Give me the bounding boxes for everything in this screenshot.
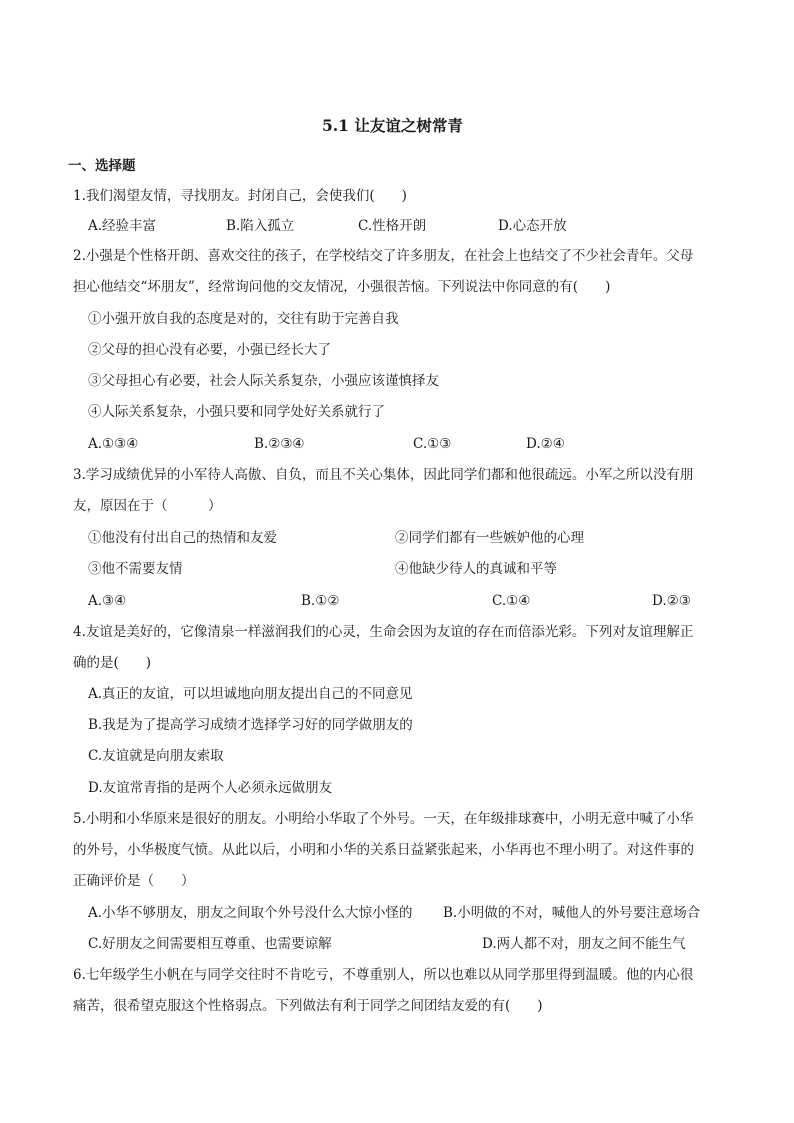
statement-2: ②父母的担心没有必要，小强已经长大了	[88, 342, 331, 358]
option-d: D.两人都不对，朋友之间不能生气	[482, 936, 686, 952]
option-b: B.①②	[301, 593, 340, 609]
question-stem-cont: 的外号，小华极度气愤。从此以后，小明和小华的关系日益紧张起来，小华再也不理小明了。对这件事的	[73, 842, 694, 858]
option-a: A.①③④	[88, 436, 139, 452]
option-a: A.③④	[88, 593, 127, 609]
option-a: A.小华不够朋友，朋友之间取个外号没什么大惊小怪的	[88, 905, 413, 921]
option-d: D.②④	[526, 436, 565, 452]
statement-4: ④他缺少待人的真诚和平等	[395, 561, 557, 577]
question-stem-cont: 正确评价是（ ）	[73, 873, 195, 889]
option-c: C.①④	[492, 593, 531, 609]
option-d: D.友谊常青指的是两个人必须永远做朋友	[88, 780, 333, 796]
option-b: B.陷入孤立	[226, 218, 295, 234]
question-stem: 6.七年级学生小帆在与同学交往时不肯吃亏，不尊重别人，所以也难以从同学那里得到温暖。他的内心很	[73, 967, 694, 983]
question-stem: 5.小明和小华原来是很好的朋友。小明给小华取了个外号。一天，在年级排球赛中，小明无意中喊了小华	[73, 811, 694, 827]
question-stem-cont: 确的是( )	[73, 655, 152, 671]
question-stem-cont: 友，原因在于（ ）	[73, 498, 222, 514]
section-heading: 一、选择题	[68, 158, 136, 174]
statement-3: ③他不需要友情	[88, 561, 183, 577]
option-b: B.我是为了提高学习成绩才选择学习好的同学做朋友的	[88, 717, 413, 733]
statement-1: ①小强开放自我的态度是对的，交往有助于完善自我	[88, 311, 399, 327]
option-d: D.②③	[652, 593, 691, 609]
question-stem: 2.小强是个性格开朗、喜欢交往的孩子，在学校结交了许多朋友，在社会上也结交了不少社会青年。父母	[73, 248, 694, 264]
option-d: D.心态开放	[498, 218, 567, 234]
option-c: C.好朋友之间需要相互尊重、也需要谅解	[88, 936, 332, 952]
statement-4: ④人际关系复杂，小强只要和同学处好关系就行了	[88, 404, 385, 420]
page-title: 5.1 让友谊之树常青	[322, 116, 463, 135]
question-stem: 3.学习成绩优异的小军待人高傲、自负，而且不关心集体，因此同学们都和他很疏远。小军之所以没有朋	[73, 467, 694, 483]
option-c: C.友谊就是向朋友索取	[88, 748, 224, 764]
option-a: A.经验丰富	[88, 218, 157, 234]
question-stem-cont: 痛苦，很希望克服这个性格弱点。下列做法有利于同学之间团结友爱的有( )	[73, 998, 543, 1014]
question-stem: 4.友谊是美好的，它像清泉一样滋润我们的心灵，生命会因为友谊的存在而倍添光彩。下列对友谊理解正	[73, 624, 694, 640]
option-c: C.性格开朗	[358, 218, 427, 234]
statement-1: ①他没有付出自己的热情和友爱	[88, 530, 277, 546]
option-c: C.①③	[413, 436, 452, 452]
statement-2: ②同学们都有一些嫉妒他的心理	[395, 530, 584, 546]
question-stem-cont: 担心他结交“坏朋友”，经常询问他的交友情况，小强很苦恼。下列说法中你同意的有( )	[73, 279, 611, 295]
option-a: A.真正的友谊，可以坦诚地向朋友提出自己的不同意见	[88, 686, 413, 702]
option-b: B.②③④	[254, 436, 305, 452]
question-stem: 1.我们渴望友情，寻找朋友。封闭自己，会使我们( )	[73, 188, 407, 204]
option-b: B.小明做的不对，喊他人的外号要注意场合	[443, 905, 701, 921]
statement-3: ③父母担心有必要，社会人际关系复杂，小强应该谨慎择友	[88, 373, 439, 389]
